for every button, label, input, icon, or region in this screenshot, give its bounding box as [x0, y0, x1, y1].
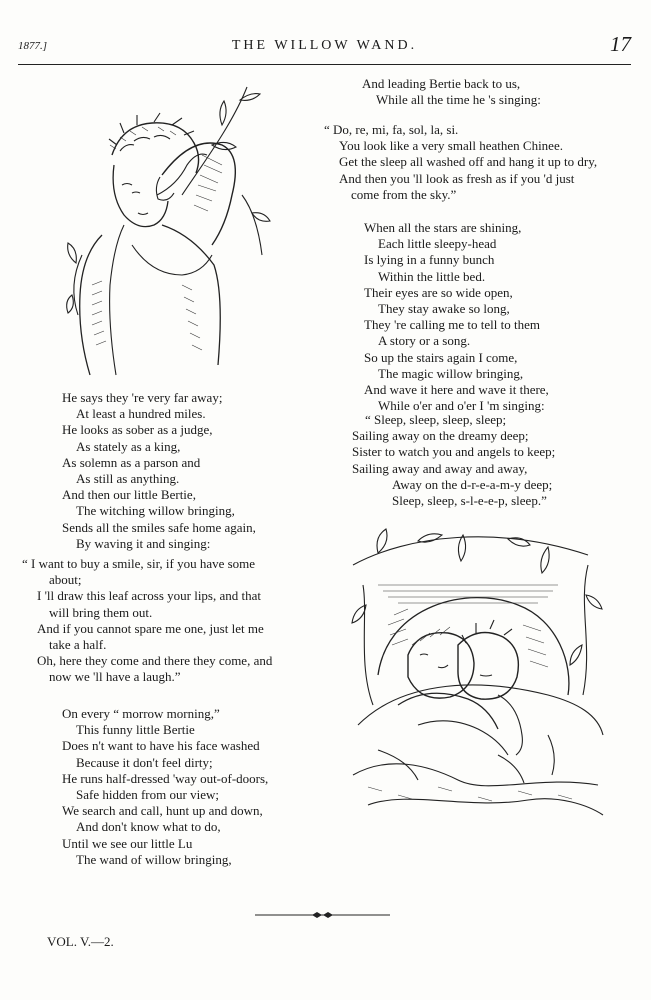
verse-line: As solemn as a parson and [62, 454, 201, 470]
verse-line: about; [49, 572, 82, 588]
verse-line: Away on the d-r-e-a-m-y deep; [392, 476, 553, 492]
verse-line: Sailing away on the dreamy deep; [352, 428, 529, 444]
verse-line: And don't know what to do, [76, 819, 221, 835]
verse-line: He looks as sober as a judge, [62, 422, 213, 438]
verse-line: take a half. [49, 637, 107, 653]
verse-line: Sister to watch you and angels to keep; [352, 444, 556, 460]
verse-line: And then our little Bertie, [62, 487, 196, 503]
right-column-song-2 [352, 412, 555, 509]
page-number: 17 [610, 32, 631, 56]
verse-line: I 'll draw this leaf across your lips, and that [37, 588, 262, 604]
volume-signature: VOL. V.—2. [47, 934, 114, 949]
verse-line: Until we see our little Lu [62, 835, 193, 851]
verse-line: While o'er and o'er I 'm singing: [378, 398, 545, 414]
right-column-song-1 [324, 122, 597, 203]
verse-line: So up the stairs again I come, [364, 349, 518, 365]
left-column-stanza-1 [62, 390, 256, 552]
verse-line: Get the sleep all washed off and hang it up to dry, [339, 154, 598, 170]
verse-line: Sailing away and away and away, [352, 460, 528, 476]
verse-line: We search and call, hunt up and down, [62, 803, 263, 819]
verse-line: As stately as a king, [76, 438, 181, 454]
verse-line: When all the stars are shining, [364, 220, 522, 235]
verse-line: The magic willow bringing, [378, 365, 524, 381]
header-year: 1877.] [18, 40, 48, 52]
left-column-stanza-2 [62, 706, 268, 868]
verse-line: They 're calling me to tell to them [364, 317, 540, 333]
verse-line: Because it don't feel dirty; [76, 754, 213, 770]
verse-line: On every “ morrow morning,” [62, 706, 220, 721]
verse-line: now we 'll have a laugh.” [49, 669, 181, 685]
verse-line: Each little sleepy-head [378, 236, 497, 252]
verse-line: Safe hidden from our view; [76, 787, 219, 803]
verse-line: Does n't want to have his face washed [62, 738, 260, 754]
verse-line: “ Do, re, mi, fa, sol, la, si. [324, 122, 459, 137]
header-title: THE WILLOW WAND. [231, 38, 418, 53]
verse-line: Sends all the smiles safe home again, [62, 519, 256, 535]
illustration-bertie-with-willow [62, 85, 277, 385]
verse-line: While all the time he 's singing: [376, 92, 541, 108]
verse-line: He says they 're very far away; [62, 390, 223, 405]
verse-line: You look like a very small heathen Chinee. [339, 138, 563, 154]
right-column-stanza-2 [364, 220, 549, 414]
verse-line: “ Sleep, sleep, sleep, sleep; [365, 412, 507, 427]
verse-line: The witching willow bringing, [76, 503, 235, 519]
verse-line: The wand of willow bringing, [76, 851, 232, 867]
verse-line: Within the little bed. [378, 268, 486, 284]
section-separator [255, 911, 390, 919]
verse-line: And then you 'll look as fresh as if you 'd just [339, 170, 575, 186]
running-header [18, 28, 631, 65]
verse-line: Their eyes are so wide open, [364, 284, 513, 300]
verse-line: Is lying in a funny bunch [364, 252, 495, 268]
verse-line: will bring them out. [49, 604, 153, 620]
left-column-song [22, 556, 272, 686]
illustration-sleeping-children [348, 525, 608, 825]
verse-line: A story or a song. [378, 333, 471, 349]
verse-line: As still as anything. [76, 471, 180, 487]
verse-line: Sleep, sleep, s-l-e-e-p, sleep.” [392, 493, 547, 509]
verse-line: come from the sky.” [351, 186, 457, 202]
verse-line: This funny little Bertie [76, 722, 195, 738]
right-column-stanza-1 [362, 76, 541, 108]
verse-line: By waving it and singing: [76, 535, 211, 551]
verse-line: They stay awake so long, [378, 301, 510, 317]
verse-line: And wave it here and wave it there, [364, 382, 549, 398]
verse-line: And if you cannot spare me one, just let me [37, 620, 264, 636]
verse-line: At least a hundred miles. [76, 406, 206, 422]
verse-line: Oh, here they come and there they come, and [37, 653, 273, 669]
verse-line: “ I want to buy a smile, sir, if you have some [22, 556, 256, 571]
verse-line: And leading Bertie back to us, [362, 76, 521, 91]
verse-line: He runs half-dressed 'way out-of-doors, [62, 770, 269, 786]
